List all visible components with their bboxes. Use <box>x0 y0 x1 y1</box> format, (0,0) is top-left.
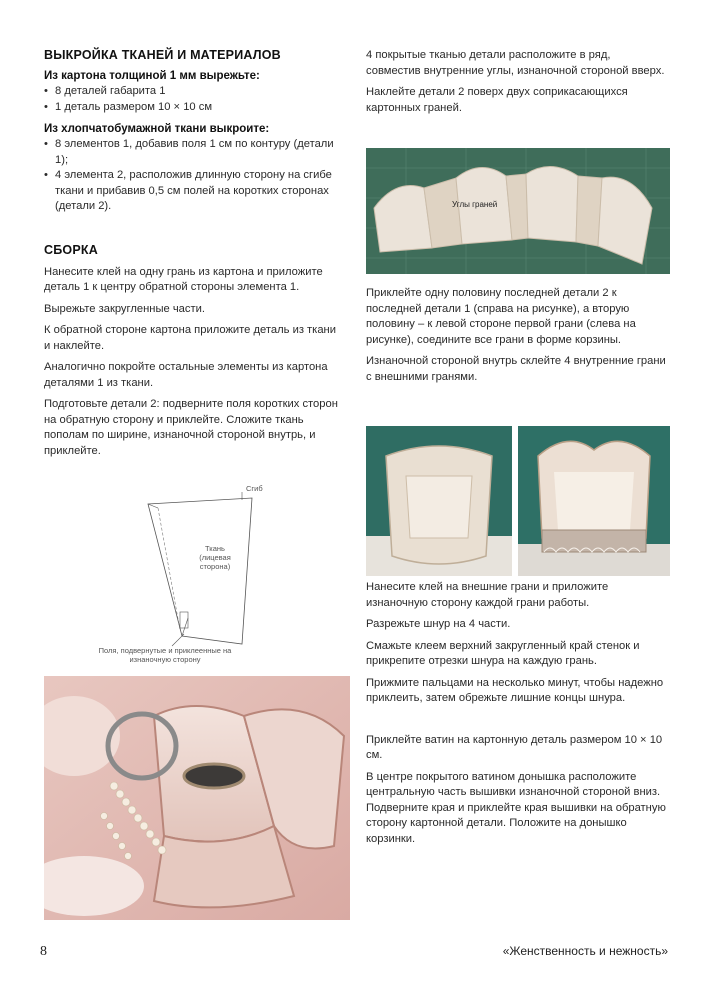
paragraph: Нанесите клей на одну грань из картона и приложите деталь 1 к центру обратной стороны элемента 1. <box>44 265 323 293</box>
cardboard-subheading: Из картона толщиной 1 мм вырежьте: <box>44 70 260 82</box>
paragraph: Разрежьте шнур на 4 части. <box>366 618 511 630</box>
paragraph: Подготовьте детали 2: подверните поля коротких сторон на обратную сторону и приклейте. Сложите ткань пополам по ширине, изнаночной стороной внутрь, и приклейте. <box>44 398 338 457</box>
pattern-shape-illustration <box>90 484 300 668</box>
paragraph: В центре покрытого ватином донышка расположите центральную часть вышивки изнаночной стороной вниз. Подверните края и приклейте края вышивки на обратную сторону картонной детали. Положите на донышко корзинки. <box>366 770 666 845</box>
list-item: • 4 элемента 2, расположив длинную сторону на сгибе ткани и прибавив 0,5 см полей на коротких сторонах (детали 2). <box>44 168 344 215</box>
paragraph: К обратной стороне картона приложите деталь из ткани и наклейте. <box>44 324 336 352</box>
cutting-mat-panels-image <box>366 148 670 274</box>
panels-row-photo <box>366 148 670 274</box>
book-title: «Женственность и нежность» <box>502 944 668 958</box>
paragraph: Прижмите пальцами на несколько минут, чтобы надежно приклеить, затем обрежьте лишние концы шнура. <box>366 676 664 704</box>
fabric-list <box>44 137 344 215</box>
cardboard-list <box>44 84 344 115</box>
fabric-label: Ткань (лицевая сторона) <box>199 544 231 571</box>
basket-top-view-photo <box>366 426 512 576</box>
list-item: • 8 элементов 1, добавив поля 1 см по контуру (детали 1); <box>44 137 344 168</box>
paragraph: Вырежьте закругленные части. <box>44 302 205 315</box>
paragraph: Приклейте одну половину последней детали 2 к последней детали 1 (справа на рисунке), а вторую половину – к левой стороне первой грани (слева на рисунке), соедините все грани в форме корзины. <box>366 287 636 346</box>
basket-jewelry-image <box>44 676 350 920</box>
paragraph: Аналогично покройте остальные элементы из картона деталями 1 из ткани. <box>44 361 328 389</box>
right-column-lower <box>366 580 666 853</box>
pattern-diagram <box>90 484 300 668</box>
paragraph: Изнаночной стороной внутрь склейте 4 внутренние грани с внешними гранями. <box>366 355 666 383</box>
paragraph: Приклейте ватин на картонную деталь размером 10 × 10 см. <box>366 733 663 761</box>
basket-side-view-photo <box>518 426 670 576</box>
page-number: 8 <box>40 944 47 959</box>
paragraph: Смажьте клеем верхний закругленный край стенок и прикрепите отрезки шнура на каждую грань. <box>366 639 640 667</box>
allowance-label: Поля, подвернутые и приклеенные на изнаночную сторону <box>98 646 232 664</box>
right-column <box>366 48 666 122</box>
left-column <box>44 48 344 465</box>
assembly-heading: СБОРКА <box>44 242 98 257</box>
finished-basket-photo <box>44 676 350 920</box>
basket-with-lace-image <box>518 426 670 576</box>
list-item: • 8 деталей габарита 1 <box>44 84 344 100</box>
paragraph: Нанесите клей на внешние грани и приложите изнаночную сторону каждой грани работы. <box>366 581 609 609</box>
fabric-subheading: Из хлопчатобумажной ткани выкроите: <box>44 123 270 135</box>
basket-interior-image <box>366 426 512 576</box>
materials-heading: ВЫКРОЙКА ТКАНЕЙ И МАТЕРИАЛОВ <box>44 48 281 62</box>
right-column-mid <box>366 286 666 391</box>
fold-label: Сгиб <box>246 484 263 493</box>
list-item: • 1 деталь размером 10 × 10 см <box>44 100 344 116</box>
paragraph: Наклейте детали 2 поверх двух соприкасающихся картонных граней. <box>366 86 628 114</box>
corners-label: Углы граней <box>452 200 498 209</box>
paragraph: 4 покрытые тканью детали расположите в ряд, совместив внутренние углы, изнаночной стороной вверх. <box>366 49 665 77</box>
